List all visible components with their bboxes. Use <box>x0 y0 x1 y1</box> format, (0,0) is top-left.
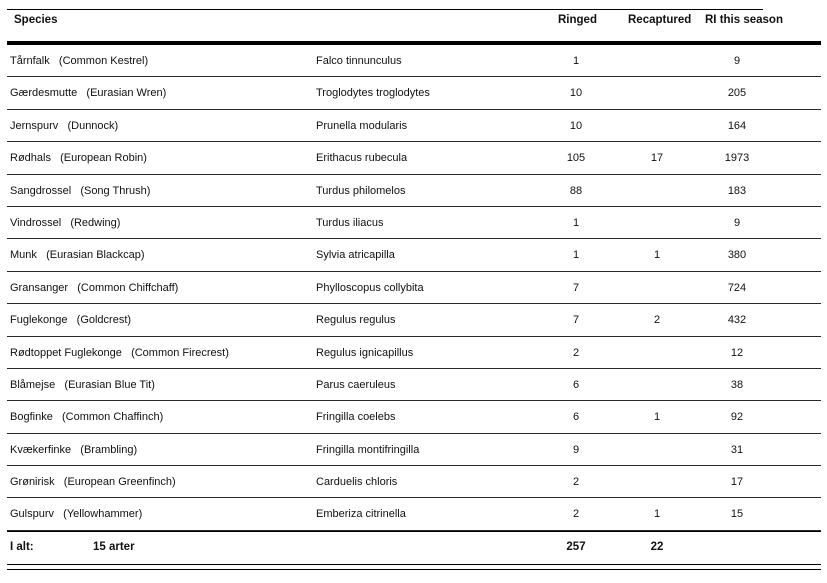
ringed-cell: 88 <box>569 184 583 197</box>
latin-name-cell: Regulus regulus <box>316 314 396 327</box>
bottom-rule <box>7 564 821 565</box>
ri-season-cell: 9 <box>733 55 741 67</box>
header-ringed: Ringed <box>558 14 597 26</box>
table-row <box>7 498 821 530</box>
table-row <box>7 369 821 401</box>
species-name-cell: Bogfinke (Common Chaffinch) <box>10 411 164 424</box>
species-name-cell: Kvækerfinke (Brambling) <box>10 443 138 456</box>
ri-season-cell: 9 <box>733 216 741 229</box>
latin-name-cell: Fringilla montifringilla <box>316 443 420 456</box>
recaptured-cell: 2 <box>653 314 661 327</box>
footer-label: I alt: <box>10 541 34 553</box>
species-name-cell: Fuglekonge (Goldcrest) <box>10 314 132 327</box>
latin-name-cell: Phylloscopus collybita <box>316 281 424 294</box>
ringed-cell: 1 <box>572 249 580 262</box>
ri-season-cell: 1973 <box>724 152 750 165</box>
bottom-rule <box>7 569 821 570</box>
ringed-cell: 1 <box>572 216 580 229</box>
species-name-cell: Jernspurv (Dunnock) <box>10 119 119 132</box>
species-name-cell: Vindrossel (Redwing) <box>10 216 121 229</box>
latin-name-cell: Parus caeruleus <box>316 378 396 391</box>
footer-divider <box>7 531 821 532</box>
ri-season-cell: 183 <box>727 184 747 197</box>
ringed-cell: 7 <box>572 281 580 294</box>
table-row <box>7 272 821 304</box>
ri-season-cell: 31 <box>730 443 744 456</box>
ri-season-cell: 380 <box>727 249 747 262</box>
ri-season-cell: 432 <box>727 314 747 327</box>
species-name-cell: Gulspurv (Yellowhammer) <box>10 508 143 521</box>
species-name-cell: Gærdesmutte (Eurasian Wren) <box>10 87 167 100</box>
table-row <box>7 175 821 207</box>
latin-name-cell: Turdus philomelos <box>316 184 406 197</box>
ri-season-cell: 724 <box>727 281 747 294</box>
latin-name-cell: Falco tinnunculus <box>316 55 402 67</box>
latin-name-cell: Fringilla coelebs <box>316 411 396 424</box>
ri-season-cell: 92 <box>730 411 744 424</box>
ri-season-cell: 38 <box>730 378 744 391</box>
latin-name-cell: Turdus iliacus <box>316 216 384 229</box>
ri-season-cell: 17 <box>730 476 744 489</box>
ri-season-cell: 15 <box>730 508 744 521</box>
footer-recaptured-total: 22 <box>650 541 664 553</box>
species-name-cell: Sangdrossel (Song Thrush) <box>10 184 151 197</box>
footer-ringed-total: 257 <box>566 541 586 553</box>
latin-name-cell: Emberiza citrinella <box>316 508 406 521</box>
ri-season-cell: 12 <box>730 346 744 359</box>
table-row <box>7 304 821 336</box>
species-name-cell: Blåmejse (Eurasian Blue Tit) <box>10 378 155 391</box>
ringed-cell: 6 <box>572 411 580 424</box>
table-row <box>7 337 821 369</box>
latin-name-cell: Sylvia atricapilla <box>316 249 395 262</box>
table-row <box>7 434 821 466</box>
species-name-cell: Rødtoppet Fuglekonge (Common Firecrest) <box>10 346 229 359</box>
header-recaptured: Recaptured <box>628 14 692 26</box>
ringed-cell: 2 <box>572 346 580 359</box>
table-row <box>7 142 821 174</box>
recaptured-cell: 1 <box>653 411 661 424</box>
table-row <box>7 466 821 498</box>
recaptured-cell: 1 <box>653 508 661 521</box>
species-name-cell: Rødhals (European Robin) <box>10 152 147 165</box>
recaptured-cell: 1 <box>653 249 661 262</box>
ri-season-cell: 164 <box>727 119 747 132</box>
recaptured-cell: 17 <box>650 152 664 165</box>
header-species: Species <box>14 14 58 26</box>
ri-season-cell: 205 <box>727 87 747 100</box>
table-row <box>7 401 821 433</box>
species-name-cell: Tårnfalk (Common Kestrel) <box>10 55 149 67</box>
ringed-cell: 10 <box>569 119 583 132</box>
top-rule <box>7 9 763 10</box>
latin-name-cell: Regulus ignicapillus <box>316 346 414 359</box>
table-row <box>7 207 821 239</box>
latin-name-cell: Prunella modularis <box>316 119 408 132</box>
ringed-cell: 10 <box>569 87 583 100</box>
ringed-cell: 2 <box>572 508 580 521</box>
header-ri-season: RI this season <box>705 14 783 26</box>
ringed-cell: 2 <box>572 476 580 489</box>
latin-name-cell: Carduelis chloris <box>316 476 398 489</box>
ringed-cell: 1 <box>572 55 580 67</box>
footer-species-count: 15 arter <box>93 541 135 553</box>
latin-name-cell: Erithacus rubecula <box>316 152 408 165</box>
table-row <box>7 110 821 142</box>
ringed-cell: 6 <box>572 378 580 391</box>
species-name-cell: Munk (Eurasian Blackcap) <box>10 249 145 262</box>
species-name-cell: Grønirisk (European Greenfinch) <box>10 476 176 489</box>
latin-name-cell: Troglodytes troglodytes <box>316 87 430 100</box>
species-name-cell: Gransanger (Common Chiffchaff) <box>10 281 179 294</box>
ringed-cell: 105 <box>566 152 586 165</box>
table-row <box>7 45 821 77</box>
species-table-body <box>7 45 821 531</box>
ringed-cell: 7 <box>572 314 580 327</box>
table-row <box>7 239 821 271</box>
ringed-cell: 9 <box>572 443 580 456</box>
table-row <box>7 77 821 109</box>
